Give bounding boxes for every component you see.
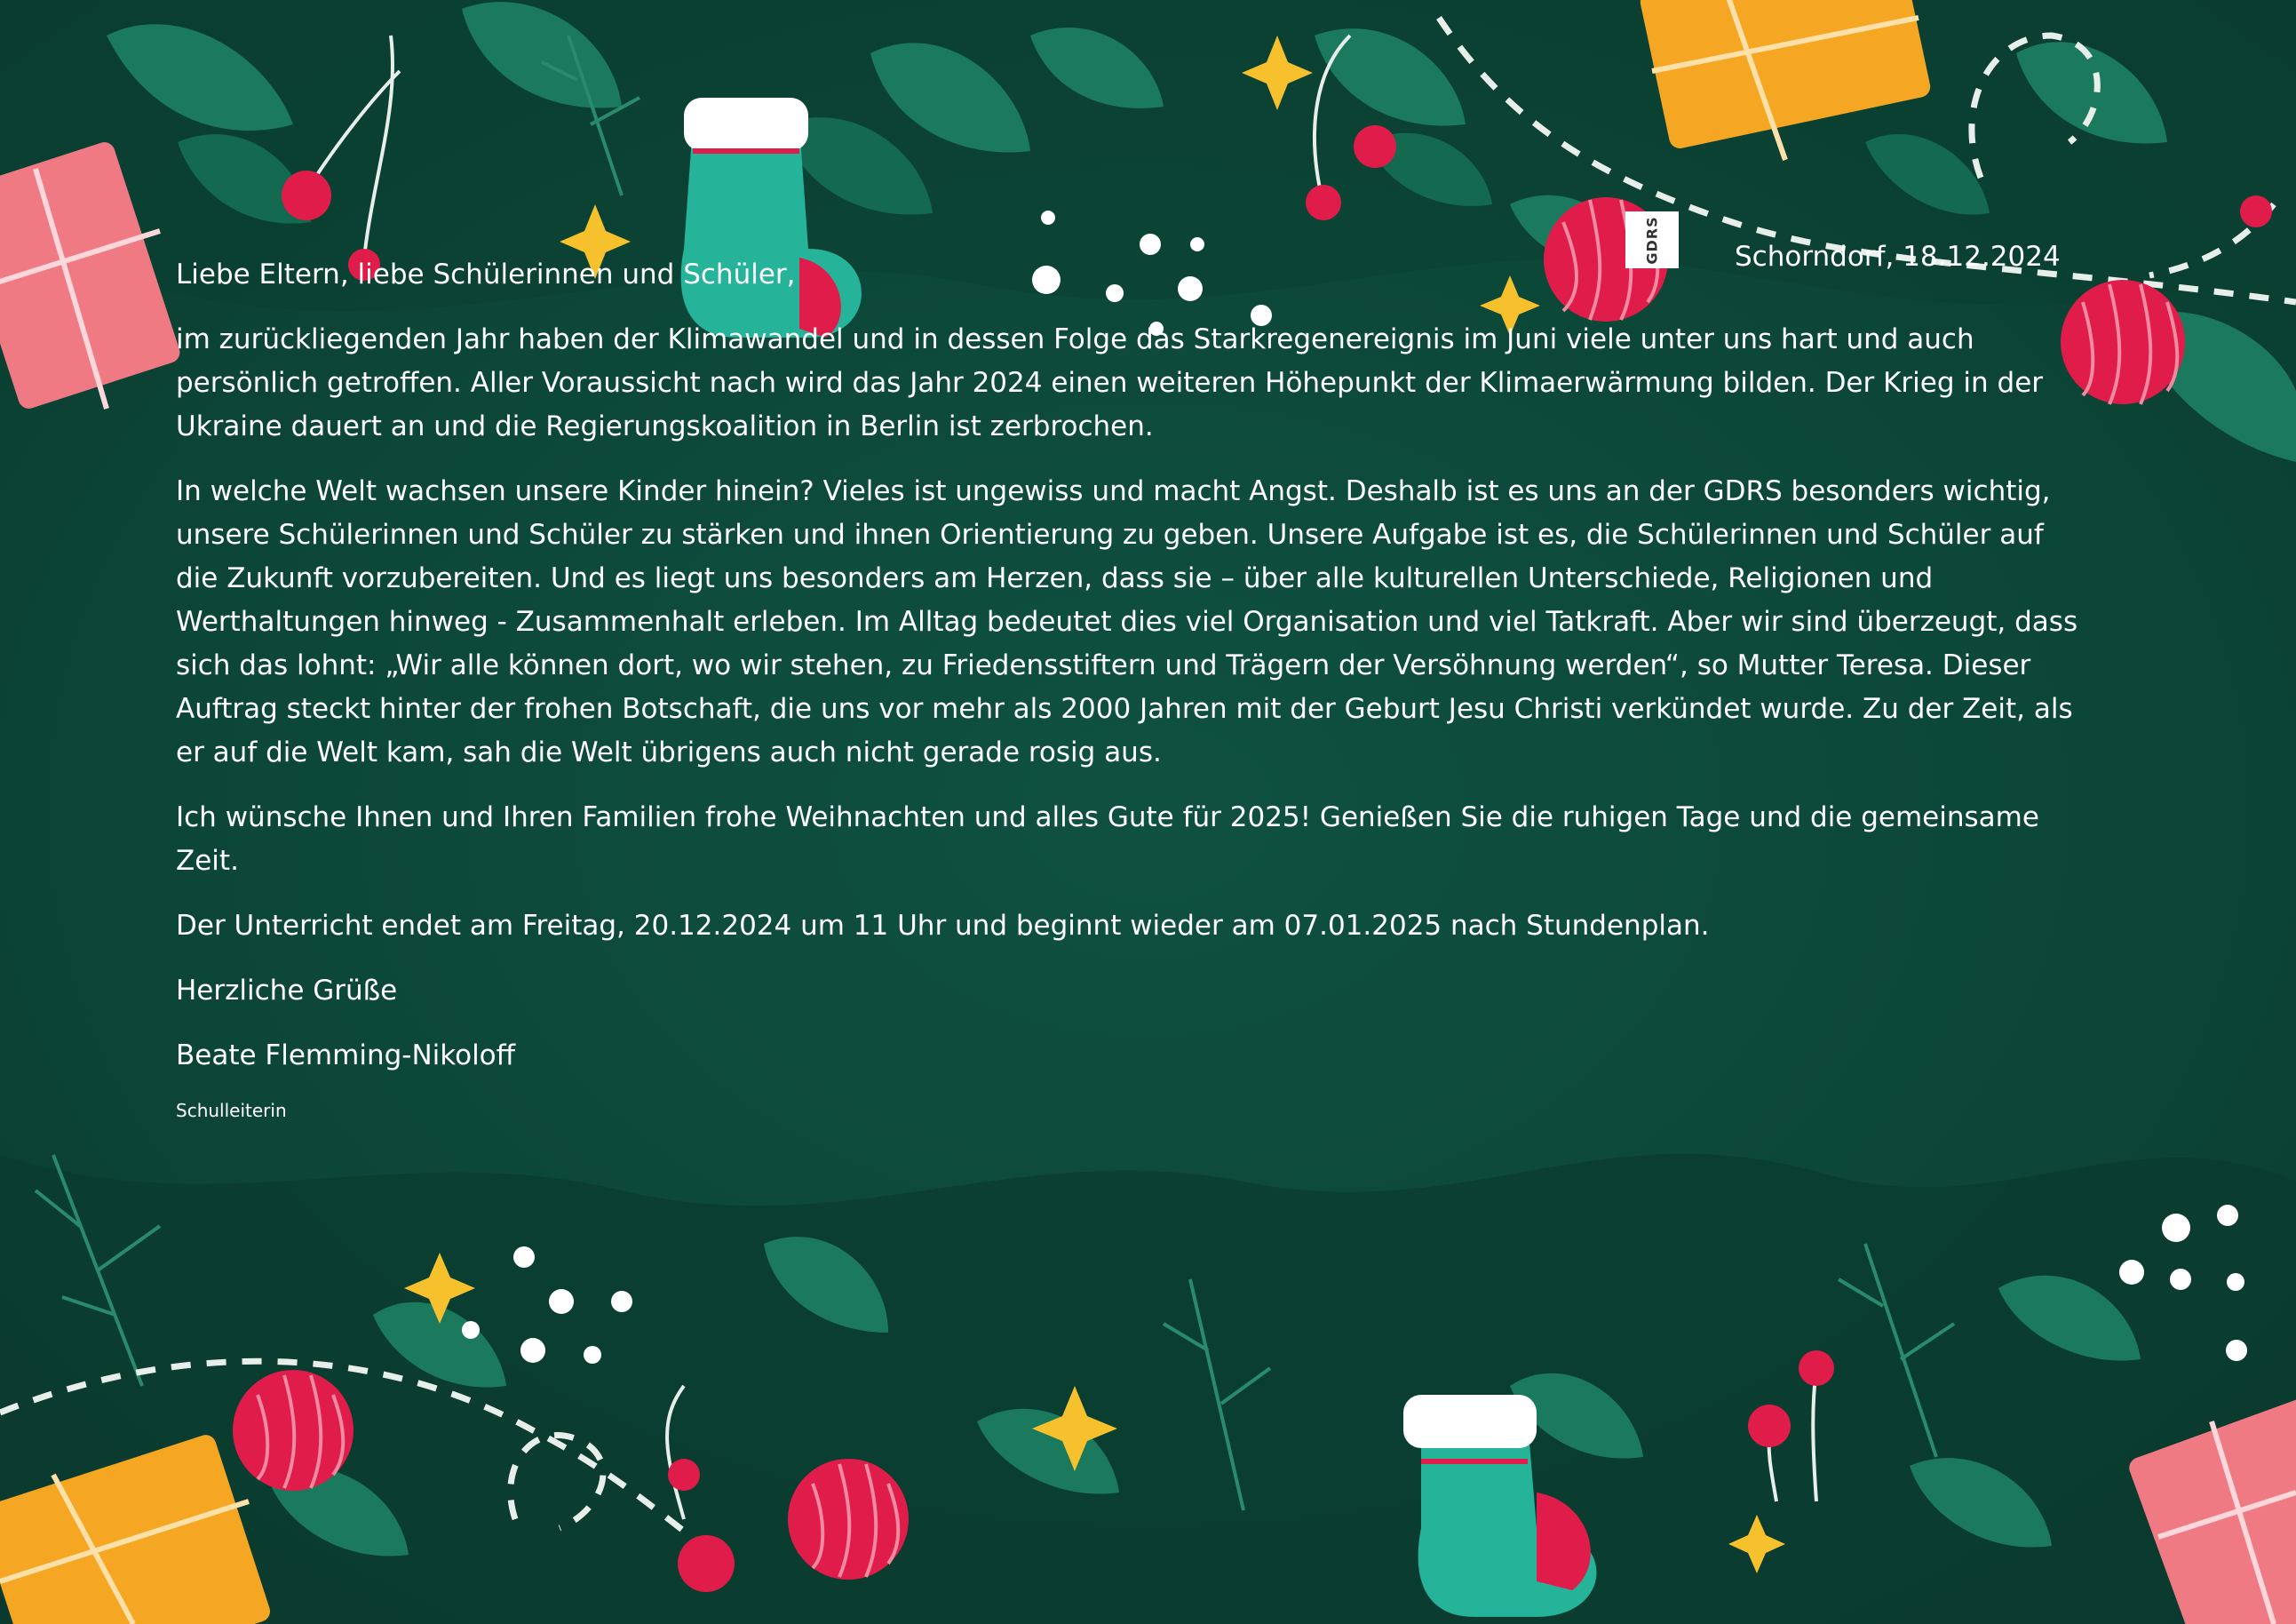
signature-name: Beate Flemming-Nikoloff (176, 1039, 516, 1071)
paragraph: In welche Welt wachsen unsere Kinder hinein? Vieles ist ungewiss und macht Angst. Deshalb ist es uns an der GDRS besonders wichtig, unsere Schülerinnen und Schüler zu stärken und ihnen Orientierung zu geben. Unsere Aufgabe ist es, die Schülerinnen und Schüler auf die Zukunft vorzubereiten. Und es liegt uns besonders am Herzen, dass sie – über alle kulturellen Unterschiede, Religionen und Werthaltungen hinweg - Zusammenhalt erleben. Im Alltag bedeutet dies viel Organisation und viel Tatkraft. Aber wir sind überzeugt, dass sich das lohnt: „Wir alle können dort, wo wir stehen, zu Friedensstiftern und Trägern der Versöhnung werden“, so Mutter Teresa. Dieser Auftrag steckt hinter der frohen Botschaft, die uns vor mehr als 2000 Jahren mit der Geburt Jesu Christi verkündet wurde. Zu der Zeit, als er auf die Welt kam, sah die Welt übrigens auch nicht gerade rosig aus. (176, 475, 2078, 768)
closing: Herzliche Grüße (176, 975, 398, 1007)
signature-title: Schulleiterin (176, 1100, 287, 1121)
paragraph: Ich wünsche Ihnen und Ihren Familien frohe Weihnachten und alles Gute für 2025! Genießen Sie die ruhigen Tage und die gemeinsame Zeit. (176, 801, 2039, 877)
paragraph: im zurückliegenden Jahr haben der Klimawandel und in dessen Folge das Starkregenereignis im Juni viele unter uns hart und auch persönlich getroffen. Aller Voraussicht nach wird das Jahr 2024 einen weiteren Höhepunkt der Klimaerwärmung bilden. Der Krieg in der Ukraine dauert an und die Regierungskoalition in Berlin ist zerbrochen. (176, 323, 2044, 442)
date-line: Schorndorf, 18.12.2024 (1735, 241, 2061, 273)
dark-leaf-shape-bottom (0, 1154, 2296, 1624)
salutation: Liebe Eltern, liebe Schülerinnen und Schüler, (176, 259, 796, 291)
paragraph: Der Unterricht endet am Freitag, 20.12.2024 um 11 Uhr und beginnt wieder am 07.01.2025 nach Stundenplan. (176, 910, 1710, 942)
logo-text: GDRS (1643, 215, 1661, 265)
letter-body (176, 253, 2085, 1143)
